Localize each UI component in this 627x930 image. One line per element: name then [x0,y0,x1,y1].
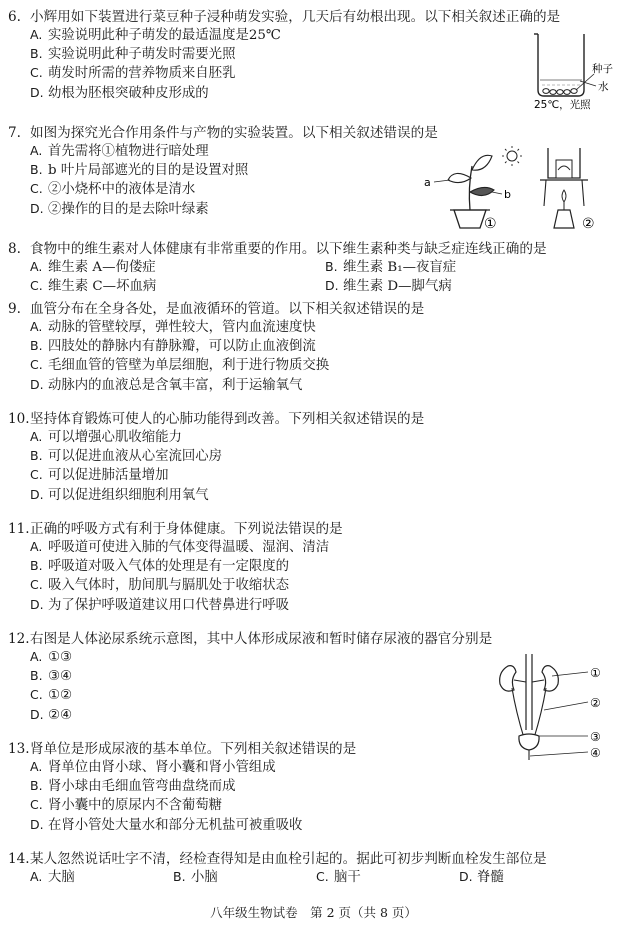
page-footer: 八年级生物试卷 第 2 页（共 8 页） [210,905,417,920]
seed-germination-figure [528,28,624,112]
urethra-mark: ④ [590,746,601,760]
leaf-a-label: a [424,176,431,189]
question-number: 11. [8,521,30,537]
option-c[interactable]: C. 毛细血管的管壁为单层细胞，利于进行物质交换 [30,357,330,374]
option-b[interactable]: B. 肾小球由毛细血管弯曲盘绕而成 [30,778,236,795]
question-stem: 肾单位是形成尿液的基本单位。下列相关叙述错误的是 [30,741,357,757]
question-number: 9. [8,301,21,317]
option-d[interactable]: D. 幼根为胚根突破种皮形成的 [30,84,209,101]
option-d[interactable]: D. 为了保护呼吸道建议用口代替鼻进行呼吸 [30,596,290,613]
photosynthesis-figure [420,144,620,234]
water-label: 水 [598,81,609,93]
kidney-mark: ① [590,666,601,680]
option-b[interactable]: B. 实验说明此种子萌发时需要光照 [30,46,236,63]
question-stem: 右图是人体泌尿系统示意图，其中人体形成尿液和暂时储存尿液的器官分别是 [30,631,493,647]
option-b[interactable]: B. ③④ [30,668,73,685]
ureter-mark: ② [590,696,601,710]
option-a[interactable]: A. ①③ [30,649,73,665]
option-c[interactable]: C. 维生素 C—坏血病 [30,278,157,295]
question-stem: 某人忽然说话吐字不清，经检查得知是由血栓引起的。据此可初步判断血栓发生部位是 [30,851,547,867]
question-10 [8,410,620,505]
option-a[interactable]: A. 首先需将①植物进行暗处理 [30,143,209,159]
option-d[interactable]: D. 动脉内的血液总是含氧丰富，利于运输氧气 [30,376,303,393]
question-number: 6. [8,9,21,25]
option-c[interactable]: C. ②小烧杯中的液体是清水 [30,181,196,198]
option-d[interactable]: D. 可以促进组织细胞利用氧气 [30,486,209,503]
question-stem: 小辉用如下装置进行菜豆种子浸种萌发实验，几天后有幼根出现。以下相关叙述正确的是 [30,9,561,25]
question-9 [8,300,620,395]
option-b[interactable]: B. 维生素 B₁—夜盲症 [325,259,457,275]
question-13 [8,740,620,835]
leaf-b-label: b [504,188,511,201]
question-number: 8. [8,241,21,257]
question-stem: 食物中的维生素对人体健康有非常重要的作用。以下维生素种类与缺乏症连线正确的是 [30,241,547,257]
option-a[interactable]: A. 大脑 [30,869,75,885]
plant-mark: ① [484,216,497,232]
option-a[interactable]: A. 实验说明此种子萌发的最适温度是25℃ [30,27,281,43]
option-c[interactable]: C. 吸入气体时，肋间肌与膈肌处于收缩状态 [30,577,290,594]
option-b[interactable]: B. 四肢处的静脉内有静脉瓣，可以防止血液倒流 [30,338,316,355]
question-11 [8,520,620,615]
question-number: 10. [8,411,30,427]
option-b[interactable]: B. b 叶片局部遮光的目的是设置对照 [30,162,249,179]
option-b[interactable]: B. 呼吸道对吸入气体的处理是有一定限度的 [30,558,290,575]
question-stem: 如图为探究光合作用条件与产物的实验装置。以下相关叙述错误的是 [30,125,438,141]
option-b[interactable]: B. 可以促进血液从心室流回心房 [30,448,223,465]
question-number: 13. [8,741,30,757]
option-c[interactable]: C. 可以促进肺活量增加 [30,467,169,484]
option-d[interactable]: D. 在肾小管处大量水和部分无机盐可被重吸收 [30,816,303,833]
question-number: 14. [8,851,30,867]
option-a[interactable]: A. 肾单位由肾小球、肾小囊和肾小管组成 [30,759,276,775]
option-a[interactable]: A. 可以增强心肌收缩能力 [30,429,182,445]
option-a[interactable]: A. 呼吸道可使进入肺的气体变得温暖、湿润、清洁 [30,539,330,555]
question-stem: 正确的呼吸方式有利于身体健康。下列说法错误的是 [30,521,343,537]
option-d[interactable]: D. ②④ [30,706,73,723]
option-c[interactable]: C. 脑干 [316,869,361,885]
question-stem: 坚持体育锻炼可使人的心肺功能得到改善。下列相关叙述错误的是 [30,411,425,427]
option-c[interactable]: C. 萌发时所需的营养物质来自胚乳 [30,65,236,82]
option-d[interactable]: D. ②操作的目的是去除叶绿素 [30,200,209,217]
apparatus-mark: ② [582,216,595,232]
bladder-mark: ③ [590,730,601,744]
option-c[interactable]: C. ①② [30,687,73,704]
option-d[interactable]: D. 维生素 D—脚气病 [325,278,452,295]
option-c[interactable]: C. 肾小囊中的原尿内不含葡萄糖 [30,797,223,814]
option-b[interactable]: B. 小脑 [173,869,218,885]
question-14 [8,850,620,887]
option-a[interactable]: A. 维生素 A—佝偻症 [30,259,156,275]
option-a[interactable]: A. 动脉的管壁较厚，弹性较大，管内血流速度快 [30,319,316,335]
condition-caption: 25℃，光照 [534,99,591,111]
question-stem: 血管分布在全身各处，是血液循环的管道。以下相关叙述错误的是 [30,301,425,317]
question-number: 12. [8,631,30,647]
question-8 [8,240,620,296]
seed-label: 种子 [592,63,613,75]
question-number: 7. [8,125,21,141]
option-d[interactable]: D. 脊髓 [459,869,504,885]
